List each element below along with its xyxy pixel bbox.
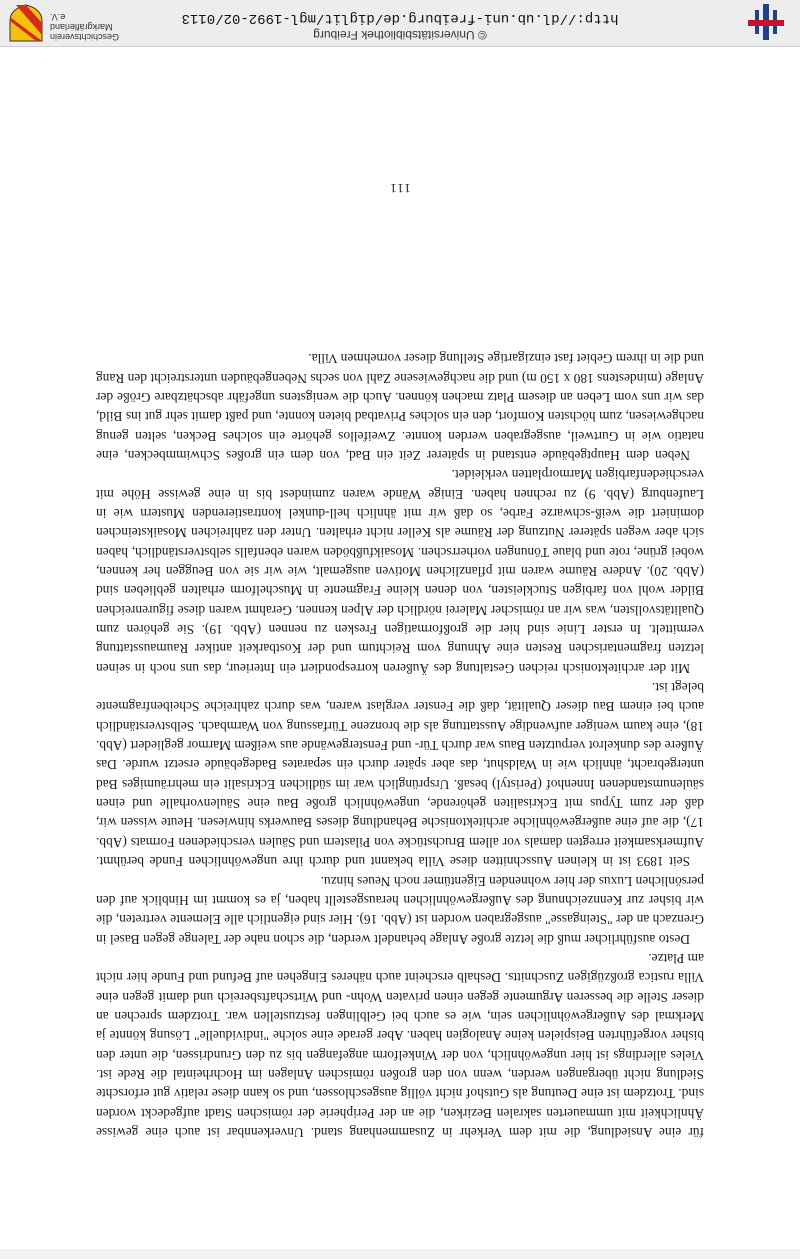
scan-top-edge	[0, 1249, 800, 1259]
paragraph: Mit der architektonisch reichen Gestaltung des Äußeren korrespondiert ein Interieur, das uns noch in seinen letzten fragmentarischen Resten eine Ahnung vom Reichtum und der Kostbarkeit antiker Raumausstattung vermittelt. In erster Linie sind hier die großformatigen Fresken zu nennen (Abb. 19). Sie gehören zum Qualitätsvollsten, was wir an römischer Malerei nördlich der Alpen kennen. Gerahmt waren diese figurenreichen Bilder wohl von farbigen Stuckleisten, von denen kleine Fragmente in Muschelform erhalten geblieben sind (Abb. 20). Andere Räume waren mit pflanzlichen Motiven ausgemalt, wie wir sie von Beuggen her kennen, wobei grüne, rote und blaue Tönungen vorherrschen. Mosaikfußböden waren ebenfalls selbstverständlich, haben sich aber wegen späterer Nutzung der Räume als Keller nicht erhalten. Unter den zahlreichen Mosaiksteinchen dominiert die weiß-schwarze Farbe, so daß wir mit ähnlich hell-dunkel kontrastierenden Mustern wie in Laufenburg (Abb. 9) zu rechnen haben. Einige Wände waren zumindest bis in eine gewisse Höhe mit verschiedenfarbigen Marmorplatten verkleidet.	[96, 467, 704, 676]
coat-of-arms-icon	[8, 3, 44, 43]
footer-bar	[0, 0, 800, 47]
society-line-2: Markgräflerland e.V.	[50, 12, 113, 32]
paragraph: Seit 1893 ist in kleinen Ausschnitten diese Villa bekannt und durch ihre ungewöhnlichen Funde berühmt. Aufmerksamkeit erregten damals vor allem Bruchstücke von Pilastern und Säulen verschiedenen Formats (Abb. 17), die auf eine außergewöhnliche architektonische Behandlung dieses Bauwerks hinwiesen. Heute wissen wir, daß der zum Typus mit Eckrisaliten gehörende, ungewöhnlich große Bau eine Säulenvorhalle und einen säulenumstandenen Innenhof (Peristyl) besaß. Ursprünglich war im südlichen Eckrisalit ein mehrräumiges Bad untergebracht, ähnlich wie in Waldshut, das aber später durch ein separates Badegebäude ersetzt wurde. Das Äußere des dunkelrot verputzten Baus war durch Tür- und Fenstergewände aus weißem Marmor gegliedert (Abb. 18), eine kaum weniger aufwendige Ausstattung als die bronzene Türfassung von Warmbach. Selbstverständlich auch bei einem Bau dieser Qualität, daß die Fenster verglast waren, was durch zahlreiche Scheibenfragmente belegt ist.	[96, 680, 704, 870]
permalink-url[interactable]: http://dl.ub.uni-freiburg.de/diglit/mgl-1992-02/0113	[181, 10, 619, 26]
society-name	[50, 12, 124, 42]
paragraph: für eine Ansiedlung, die mit dem Verkehr in Zusammenhang stand. Unverkennbar ist auch eine gewisse Ähnlichkeit mit ummauerten sakralen Bezirken, die an der Peripherie der römischen Stadt aufgedeckt worden sind. Trotzdem ist eine Deutung als Gutshof nicht völlig ausgeschlossen, und so kann diese relativ gut erforschte Siedlung nicht übergangen werden, wenn von den großen römischen Anlagen im Hochrheintal die Rede ist. Vieles allerdings ist hier ungewöhnlich, von der Winkelform angefangen bis zu den Grundrissen, die unter den bisher vorgeführten Beispielen keine Analogien haben. Aber gerade eine solche "individuelle" Lösung könnte ja Merkmal des Außergewöhnlichen sein, wie es auch bei Gelblingen festzustellen war. Trotzdem sprechen an dieser Stelle die besseren Argumente gegen einen privaten Wohn- und Wirtschaftsbereich und damit gegen eine Villa rustica großzügigen Zuschnitts. Deshalb erscheint auch näheres Eingehen auf Befund und Funde hier nicht am Platze.	[96, 950, 704, 1140]
paragraph: Neben dem Hauptgebäude entstand in späterer Zeit ein Bad, von dem ein großes Schwimmbecken, eine natatio wie in Gurtweil, ausgegraben werden konnte. Zweifellos gehörte ein solches Becken, selten genug nachgewiesen, zum höchsten Komfort, den ein solches Privatbad bieten konnte, und paßt damit sehr gut ins Bild, das wir uns vom Leben an diesem Platz machen können. Auch die wenigstens ungefähr abschätzbare Größe der Anlage (mindestens 180 x 150 m) und die nachgewiesene Zahl von sechs Nebengebäuden unterstreicht den Rang und die in ihrem Gebiet fast einzigartige Stellung dieser vornehmen Villa.	[96, 351, 704, 463]
page-number: 111	[389, 181, 411, 196]
paragraph: Desto ausführlicher muß die letzte große Anlage behandelt werden, die schon nahe der Talenge gegen Basel in Grenzach an der "Steingasse" ausgegraben worden ist (Abb. 16). Hier sind eigentlich alle Elemente vertreten, die wir bisher zur Kennzeichnung des Außergewöhnlichen herausgestellt haben, ja es kommt im Hinblick auf den persönlichen Luxus der hier wohnenden Eigentümer noch Neues hinzu.	[96, 873, 704, 947]
copyright-text: © Universitätsbibliothek Freiburg	[313, 28, 487, 42]
society-line-1: Geschichtsverein	[50, 32, 120, 42]
body-text	[96, 349, 704, 1142]
